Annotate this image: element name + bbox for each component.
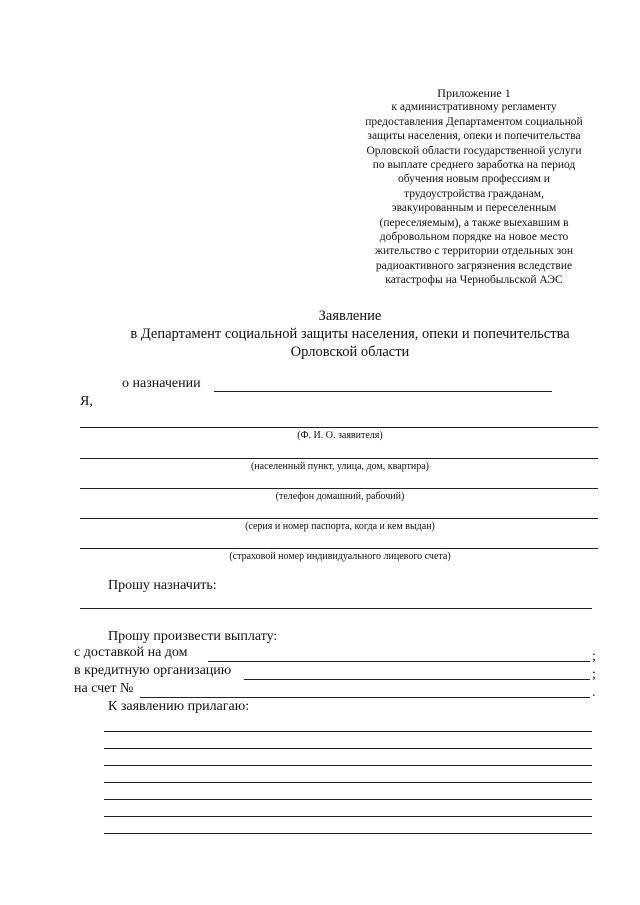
appendix-line: защиты населения, опеки и попечительства bbox=[367, 130, 581, 143]
attachment-line[interactable] bbox=[104, 782, 592, 783]
appendix-line: (переселяемым), а также выехавшим в bbox=[379, 216, 569, 229]
payment-credit-semicolon: ; bbox=[592, 667, 596, 682]
appendix-line: добровольном порядке на новое место bbox=[379, 231, 569, 244]
payment-home-field[interactable] bbox=[208, 661, 590, 662]
request-label: Прошу назначить: bbox=[108, 578, 217, 593]
snils-caption: (страховой номер индивидуального лицевого счета) bbox=[229, 551, 451, 562]
attachment-line[interactable] bbox=[104, 799, 592, 800]
attachment-line[interactable] bbox=[104, 731, 592, 732]
appendix-line: трудоустройства гражданам, bbox=[404, 187, 544, 200]
applicant-label: Я, bbox=[80, 394, 93, 409]
applicant-name-caption: (Ф. И. О. заявителя) bbox=[297, 430, 383, 441]
address-caption: (населенный пункт, улица, дом, квартира) bbox=[250, 461, 430, 472]
snils-field[interactable] bbox=[80, 548, 598, 549]
purpose-field[interactable] bbox=[214, 391, 552, 392]
request-field[interactable] bbox=[80, 608, 592, 609]
appendix-number: Приложение 1 bbox=[437, 86, 511, 100]
payment-home-semicolon: ; bbox=[592, 649, 596, 664]
appendix-header bbox=[348, 86, 600, 288]
address-field[interactable] bbox=[80, 458, 598, 459]
appendix-line: обучения новым профессиям и bbox=[398, 173, 550, 186]
passport-field[interactable] bbox=[80, 518, 598, 519]
payment-account-label: на счет № bbox=[74, 681, 134, 696]
applicant-name-field[interactable] bbox=[80, 427, 598, 428]
attachment-line[interactable] bbox=[104, 765, 592, 766]
payment-home-label: с доставкой на дом bbox=[74, 645, 188, 660]
appendix-line: Орловской области государственной услуги bbox=[366, 144, 582, 157]
payment-label: Прошу произвести выплату: bbox=[108, 629, 278, 644]
appendix-line: предоставления Департаментом социальной bbox=[365, 115, 583, 128]
payment-credit-label: в кредитную организацию bbox=[74, 663, 232, 678]
appendix-line: по выплате среднего заработка на период bbox=[372, 159, 576, 172]
phone-field[interactable] bbox=[80, 488, 598, 489]
phone-caption: (телефон домашний, рабочий) bbox=[275, 491, 405, 502]
attachment-line[interactable] bbox=[104, 833, 592, 834]
appendix-line: жительство с территории отдельных зон bbox=[375, 245, 573, 258]
payment-account-period: . bbox=[592, 685, 596, 700]
appendix-line: радиоактивного загрязнения вследствие bbox=[375, 259, 573, 272]
appendix-line: к административному регламенту bbox=[391, 101, 557, 114]
document-addressee-region: Орловской области bbox=[290, 344, 410, 360]
payment-credit-field[interactable] bbox=[244, 679, 590, 680]
passport-caption: (серия и номер паспорта, когда и кем выдан) bbox=[245, 521, 435, 532]
payment-account-field[interactable] bbox=[140, 697, 590, 698]
appendix-line: эвакуированным и переселенным bbox=[391, 202, 557, 215]
appendix-line: катастрофы на Чернобыльской АЭС bbox=[385, 274, 563, 287]
document-title: Заявление bbox=[318, 308, 382, 324]
attachment-line[interactable] bbox=[104, 748, 592, 749]
document-addressee: в Департамент социальной защиты населения, опеки и попечительства bbox=[130, 326, 570, 342]
purpose-label: о назначении bbox=[122, 376, 201, 391]
attach-label: К заявлению прилагаю: bbox=[108, 699, 250, 714]
attachment-line[interactable] bbox=[104, 816, 592, 817]
